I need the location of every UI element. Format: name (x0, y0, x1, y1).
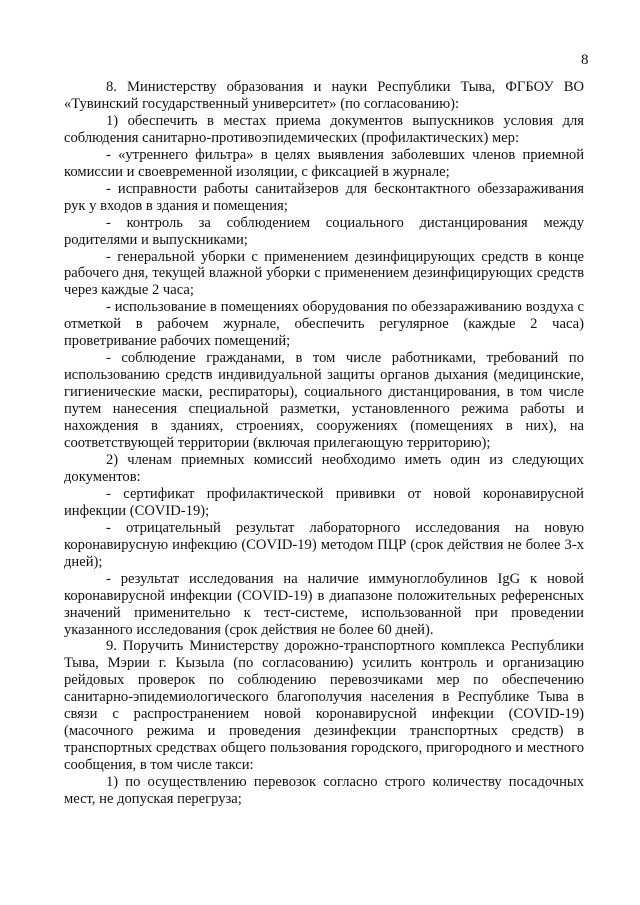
paragraph-8-2-commission-documents: 2) членам приемных комиссий необходимо иметь один из следующих документов: (64, 451, 584, 485)
list-item-general-cleaning: - генеральной уборки с применением дезинфицирующих средств в конце рабочего дня, текущей влажной уборки с применением дезинфицирующих средств через каждые 2 часа; (64, 248, 584, 299)
list-item-sanitizers: - исправности работы санитайзеров для бесконтактного обеззараживания рук у входов в здания и помещения; (64, 180, 584, 214)
list-item-ppe-compliance: - соблюдение гражданами, в том числе работниками, требований по использованию средств индивидуальной защиты органов дыхания (медицинские, гигиенические маски, респираторы), социального дистанцирования, в том числе путем нанесения специальной разметки, установленного режима работы и нахождения в зданиях, строениях, сооружениях (помещениях в них), на соответствующей территории (включая прилегающую территорию); (64, 350, 584, 452)
paragraph-8-ministry-education: 8. Министерству образования и науки Республики Тыва, ФГБОУ ВО «Тувинский государственный университет» (по согласованию): (64, 79, 584, 112)
list-item-pcr-test: - отрицательный результат лабораторного исследования на новую коронавирусную инфекцию (COVID-19) методом ПЦР (срок действия не более 3-х дней); (64, 519, 584, 570)
page-number: 8 (581, 52, 589, 68)
list-item-vaccination-certificate: - сертификат профилактической прививки от новой коронавирусной инфекции (COVID-19); (64, 485, 584, 519)
paragraph-8-1-ensure-conditions: 1) обеспечить в местах приема документов выпускников условия для соблюдения санитарно-противоэпидемических (профилактических) мер: (64, 112, 584, 146)
paragraph-9-1-passenger-limits: 1) по осуществлению перевозок согласно строго количеству посадочных мест, не допуская перегруза; (64, 774, 584, 808)
list-item-social-distancing-control: - контроль за соблюдением социального дистанцирования между родителями и выпускниками; (64, 214, 584, 248)
document-body (64, 79, 584, 808)
list-item-igg-test: - результат исследования на наличие иммуноглобулинов IgG к новой коронавирусной инфекции (COVID-19) в диапазоне положительных референсных значений применительно к тест-системе, использованной при проведении указанного исследования (срок действия не более 60 дней). (64, 570, 584, 638)
list-item-morning-filter: - «утреннего фильтра» в целях выявления заболевших членов приемной комиссии и своевременной изоляции, с фиксацией в журнале; (64, 146, 584, 180)
paragraph-9-transport-ministry: 9. Поручить Министерству дорожно-транспортного комплекса Республики Тыва, Мэрии г. Кызыла (по согласованию) усилить контроль и организацию рейдовых проверок по соблюдению перевозчиками мер по обеспечению санитарно-эпидемиологического благополучия населения в Республике Тыва в связи с распространением новой коронавирусной инфекции (COVID-19) (масочного режима и проведения дезинфекции транспортных средств) в транспортных средствах общего пользования городского, пригородного и местного сообщения, в том числе такси: (64, 638, 584, 774)
list-item-air-disinfection: - использование в помещениях оборудования по обеззараживанию воздуха с отметкой в рабочем журнале, обеспечить регулярное (каждые 2 часа) проветривание рабочих помещений; (64, 299, 584, 350)
